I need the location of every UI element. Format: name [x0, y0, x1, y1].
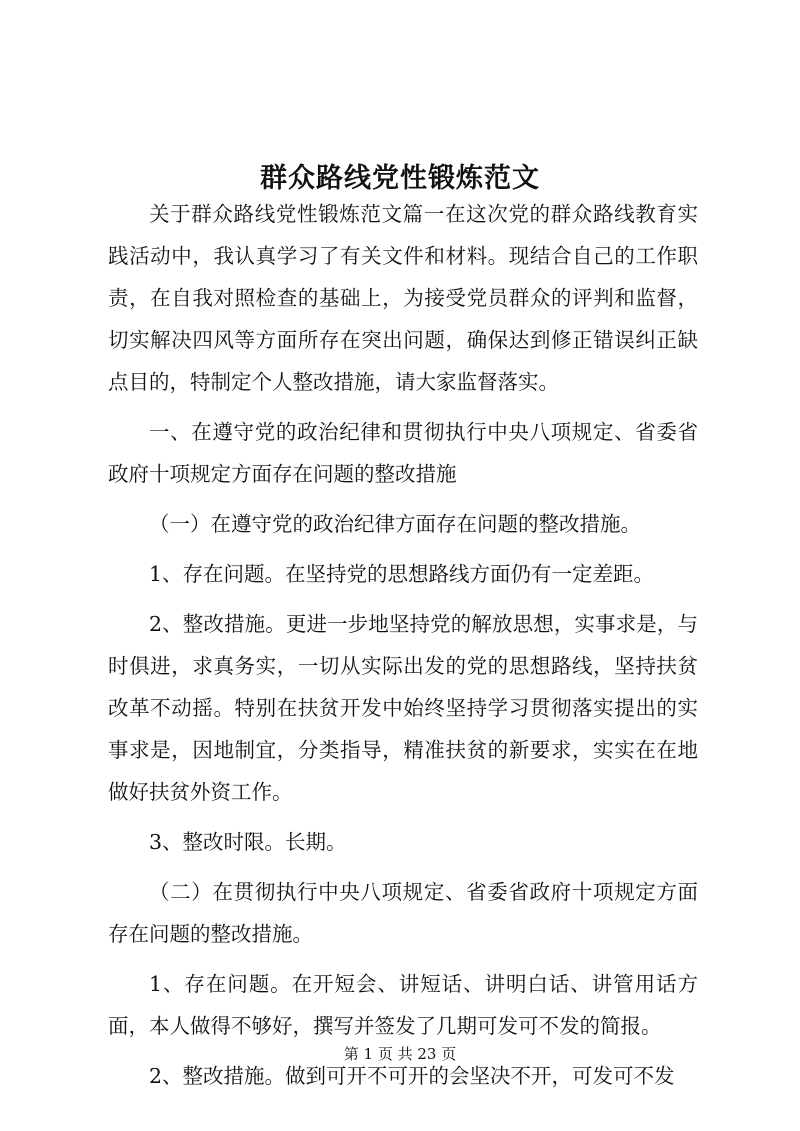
paragraph: 一、在遵守党的政治纪律和贯彻执行中央八项规定、省委省政府十项规定方面存在问题的整改措施 — [108, 420, 698, 486]
paragraph: 2、整改措施。做到可开不可开的会坚决不开，可发可不发 — [149, 1064, 675, 1088]
page-number-footer: 第 1 页 共 23 页 — [343, 1045, 457, 1063]
paragraph: 关于群众路线党性锻炼范文篇一在这次党的群众路线教育实践活动中，我认真学习了有关文件和材料。现结合自己的工作职责，在自我对照检查的基础上，为接受党员群众的评判和监督，切实解决四风等方面所存在突出问题，确保达到修正错误纠正缺点目的，特制定个人整改措施，请大家监督落实。 — [108, 202, 698, 394]
paragraph: 1、存在问题。在开短会、讲短话、讲明白话、讲管用话方面，本人做得不够好，撰写并签发了几期可发可不发的简报。 — [108, 972, 698, 1038]
document-body — [108, 193, 698, 1097]
paragraph: （二）在贯彻执行中央八项规定、省委省政府十项规定方面存在问题的整改措施。 — [108, 880, 698, 946]
paragraph: 1、存在问题。在坚持党的思想路线方面仍有一定差距。 — [149, 562, 655, 586]
document-title: 群众路线党性锻炼范文 — [260, 163, 540, 195]
paragraph: （一）在遵守党的政治纪律方面存在问题的整改措施。 — [149, 512, 641, 536]
paragraph: 3、整改时限。长期。 — [149, 830, 347, 854]
paragraph: 2、整改措施。更进一步地坚持党的解放思想，实事求是，与时俱进，求真务实，一切从实际出发的党的思想路线，坚持扶贫改革不动摇。特别在扶贫开发中始终坚持学习贯彻落实提出的实事求是，因地制宜，分类指导，精准扶贫的新要求，实实在在地做好扶贫外资工作。 — [108, 612, 698, 804]
